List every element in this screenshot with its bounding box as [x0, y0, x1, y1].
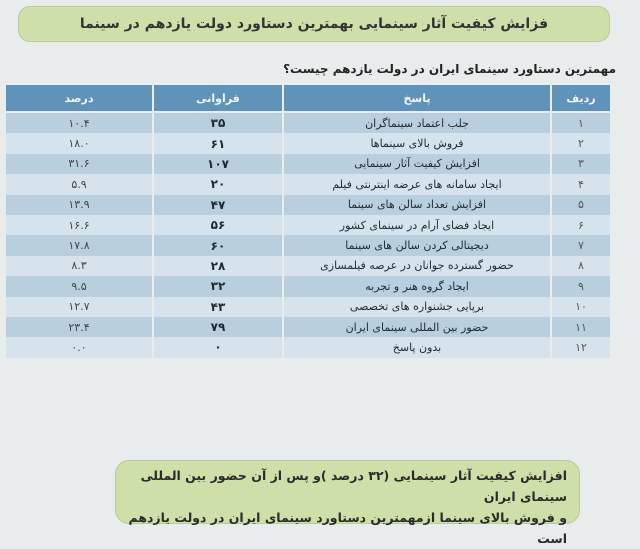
row-percent: ۲۳.۴ — [5, 317, 153, 337]
table-row — [5, 195, 611, 215]
row-answer: حضور گسترده جوانان در عرصه فیلمسازی — [283, 256, 551, 276]
table-row — [5, 276, 611, 296]
table-row — [5, 235, 611, 255]
header-frequency: فراوانی — [153, 84, 283, 112]
row-percent: ۱۶.۶ — [5, 215, 153, 235]
row-frequency: ۳۵ — [153, 112, 283, 133]
row-answer: ایجاد سامانه های عرضه اینترنتی فیلم — [283, 174, 551, 194]
table-row — [5, 174, 611, 194]
row-answer: ایجاد فضای آرام در سینمای کشور — [283, 215, 551, 235]
table-row — [5, 112, 611, 133]
row-answer: بدون پاسخ — [283, 337, 551, 357]
row-index: ۴ — [551, 174, 611, 194]
row-answer: برپایی جشنواره های تخصصی — [283, 297, 551, 317]
row-answer: حضور بین المللی سینمای ایران — [283, 317, 551, 337]
row-frequency: ۵۶ — [153, 215, 283, 235]
row-answer: جلب اعتماد سینماگران — [283, 112, 551, 133]
row-percent: ۳۱.۶ — [5, 154, 153, 174]
row-answer: ایجاد گروه هنر و تجربه — [283, 276, 551, 296]
row-percent: ۱۰.۴ — [5, 112, 153, 133]
row-answer: افزایش کیفیت آثار سینمایی — [283, 154, 551, 174]
header-percent: درصد — [5, 84, 153, 112]
table-row — [5, 317, 611, 337]
row-answer: دیجیتالی کردن سالن های سینما — [283, 235, 551, 255]
row-answer: فروش بالای سینماها — [283, 133, 551, 153]
row-frequency: ۰ — [153, 337, 283, 357]
survey-question: مهمترین دستاورد سینمای ایران در دولت یازدهم چیست؟ — [283, 62, 616, 76]
row-frequency: ۴۷ — [153, 195, 283, 215]
row-frequency: ۶۱ — [153, 133, 283, 153]
row-percent: ۵.۹ — [5, 174, 153, 194]
row-frequency: ۷۹ — [153, 317, 283, 337]
row-index: ۹ — [551, 276, 611, 296]
row-index: ۷ — [551, 235, 611, 255]
row-frequency: ۱۰۷ — [153, 154, 283, 174]
table-row — [5, 154, 611, 174]
row-answer: افزایش تعداد سالن های سینما — [283, 195, 551, 215]
row-frequency: ۲۸ — [153, 256, 283, 276]
row-index: ۶ — [551, 215, 611, 235]
row-percent: ۸.۳ — [5, 256, 153, 276]
row-index: ۱۱ — [551, 317, 611, 337]
table-row — [5, 133, 611, 153]
survey-table — [4, 83, 612, 358]
row-frequency: ۳۲ — [153, 276, 283, 296]
row-percent: ۱۷.۸ — [5, 235, 153, 255]
row-percent: ۱۸.۰ — [5, 133, 153, 153]
table-header-row — [5, 84, 611, 112]
header-answer: پاسخ — [283, 84, 551, 112]
row-index: ۱ — [551, 112, 611, 133]
row-index: ۸ — [551, 256, 611, 276]
table-row — [5, 256, 611, 276]
row-index: ۳ — [551, 154, 611, 174]
row-frequency: ۴۳ — [153, 297, 283, 317]
summary-box — [115, 460, 580, 546]
table-row — [5, 337, 611, 357]
row-percent: ۹.۵ — [5, 276, 153, 296]
table-row — [5, 215, 611, 235]
title-banner — [18, 6, 610, 42]
row-index: ۵ — [551, 195, 611, 215]
page-title: فزایش کیفیت آثار سینمایی بهمترین دستاورد دولت یازدهم در سینما — [79, 16, 549, 32]
row-index: ۱۰ — [551, 297, 611, 317]
table-row — [5, 297, 611, 317]
row-percent: ۱۲.۷ — [5, 297, 153, 317]
summary-line-2: و فروش بالای سینما ازمهمترین دستاورد سینمای ایران در دولت یازدهم است — [128, 510, 567, 546]
row-frequency: ۲۰ — [153, 174, 283, 194]
row-frequency: ۶۰ — [153, 235, 283, 255]
row-index: ۲ — [551, 133, 611, 153]
row-percent: ۰.۰ — [5, 337, 153, 357]
summary-line-1: افزایش کیفیت آثار سینمایی (۳۲ درصد )و پس از آن حضور بین المللی سینمای ایران — [140, 468, 567, 504]
row-index: ۱۲ — [551, 337, 611, 357]
header-index: ردیف — [551, 84, 611, 112]
row-percent: ۱۳.۹ — [5, 195, 153, 215]
